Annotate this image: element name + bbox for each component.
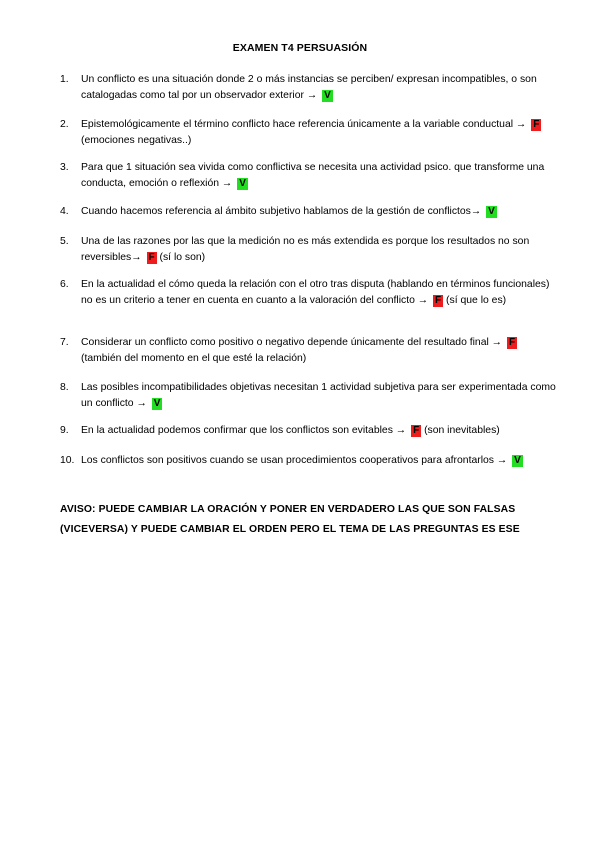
question-number: 2. xyxy=(60,119,69,130)
question-item xyxy=(60,277,560,309)
question-number: 4. xyxy=(60,206,69,217)
question-item xyxy=(60,380,560,412)
question-text: Considerar un conflicto como positivo o negativo depende únicamente del resultado final → xyxy=(81,337,503,348)
question-text: Para que 1 situación sea vivida como conflictiva se necesita una actividad psico. que transforme una conducta, emoción o reflexión → xyxy=(81,162,545,189)
exam-warning: AVISO: PUEDE CAMBIAR LA ORACIÓN Y PONER EN VERDADERO LAS QUE SON FALSAS (VICEVERSA) Y PUEDE CAMBIAR EL ORDEN PERO EL TEMA DE LAS PREGUNTAS ES ESE xyxy=(60,504,520,535)
answer-badge-true: V xyxy=(488,206,495,217)
answer-badge-false: F xyxy=(435,295,442,306)
answer-note: (son inevitables) xyxy=(424,425,500,436)
question-item xyxy=(60,72,560,104)
answer-note: (sí que lo es) xyxy=(446,295,507,306)
question-text: En la actualidad el cómo queda la relación con el otro tras disputa (hablando en términos funcionales) no es un criterio a tener en cuenta en cuanto a la valoración del conflicto → xyxy=(81,279,550,306)
answer-note: (también del momento en el que esté la relación) xyxy=(81,353,307,364)
question-item xyxy=(60,335,560,367)
question-number: 7. xyxy=(60,337,69,348)
answer-badge-false: F xyxy=(413,425,420,436)
answer-badge-true: V xyxy=(239,178,246,189)
question-text: Epistemológicamente el término conflicto hace referencia únicamente a la variable conductual → xyxy=(81,119,527,130)
question-item xyxy=(60,234,560,266)
question-number: 9. xyxy=(60,425,69,436)
question-item xyxy=(60,160,560,192)
question-number: 6. xyxy=(60,279,69,290)
question-item xyxy=(60,117,560,149)
answer-badge-true: V xyxy=(324,90,331,101)
answer-badge-true: V xyxy=(153,398,161,409)
question-text: En la actualidad podemos confirmar que los conflictos son evitables → xyxy=(81,425,407,436)
question-text: Una de las razones por las que la medición no es más extendida es porque los resultados no son reversibles→ xyxy=(81,236,530,263)
answer-badge-false: F xyxy=(508,337,516,348)
question-item xyxy=(60,453,560,469)
answer-badge-false: F xyxy=(533,119,540,130)
question-number: 8. xyxy=(60,382,69,393)
answer-note: (sí lo son) xyxy=(159,252,206,263)
question-item xyxy=(60,204,560,220)
question-item xyxy=(60,423,560,439)
question-text: Las posibles incompatibilidades objetivas necesitan 1 actividad subjetiva para ser experimentada como un conflicto → xyxy=(81,382,556,409)
question-number: 5. xyxy=(60,236,69,247)
question-number: 10. xyxy=(60,455,75,466)
answer-badge-false: F xyxy=(148,252,155,263)
answer-badge-true: V xyxy=(514,455,521,466)
page-title: EXAMEN T4 PERSUASIÓN xyxy=(232,42,368,54)
question-text: Un conflicto es una situación donde 2 o más instancias se perciben/ expresan incompatibles, o son catalogadas como tal por un observador exterior → xyxy=(81,74,537,101)
question-text: Cuando hacemos referencia al ámbito subjetivo hablamos de la gestión de conflictos→ xyxy=(81,206,482,217)
question-number: 3. xyxy=(60,162,69,173)
answer-note: (emociones negativas..) xyxy=(81,135,192,146)
question-text: Los conflictos son positivos cuando se usan procedimientos cooperativos para afrontarlos → xyxy=(81,455,508,466)
question-number: 1. xyxy=(60,74,69,85)
